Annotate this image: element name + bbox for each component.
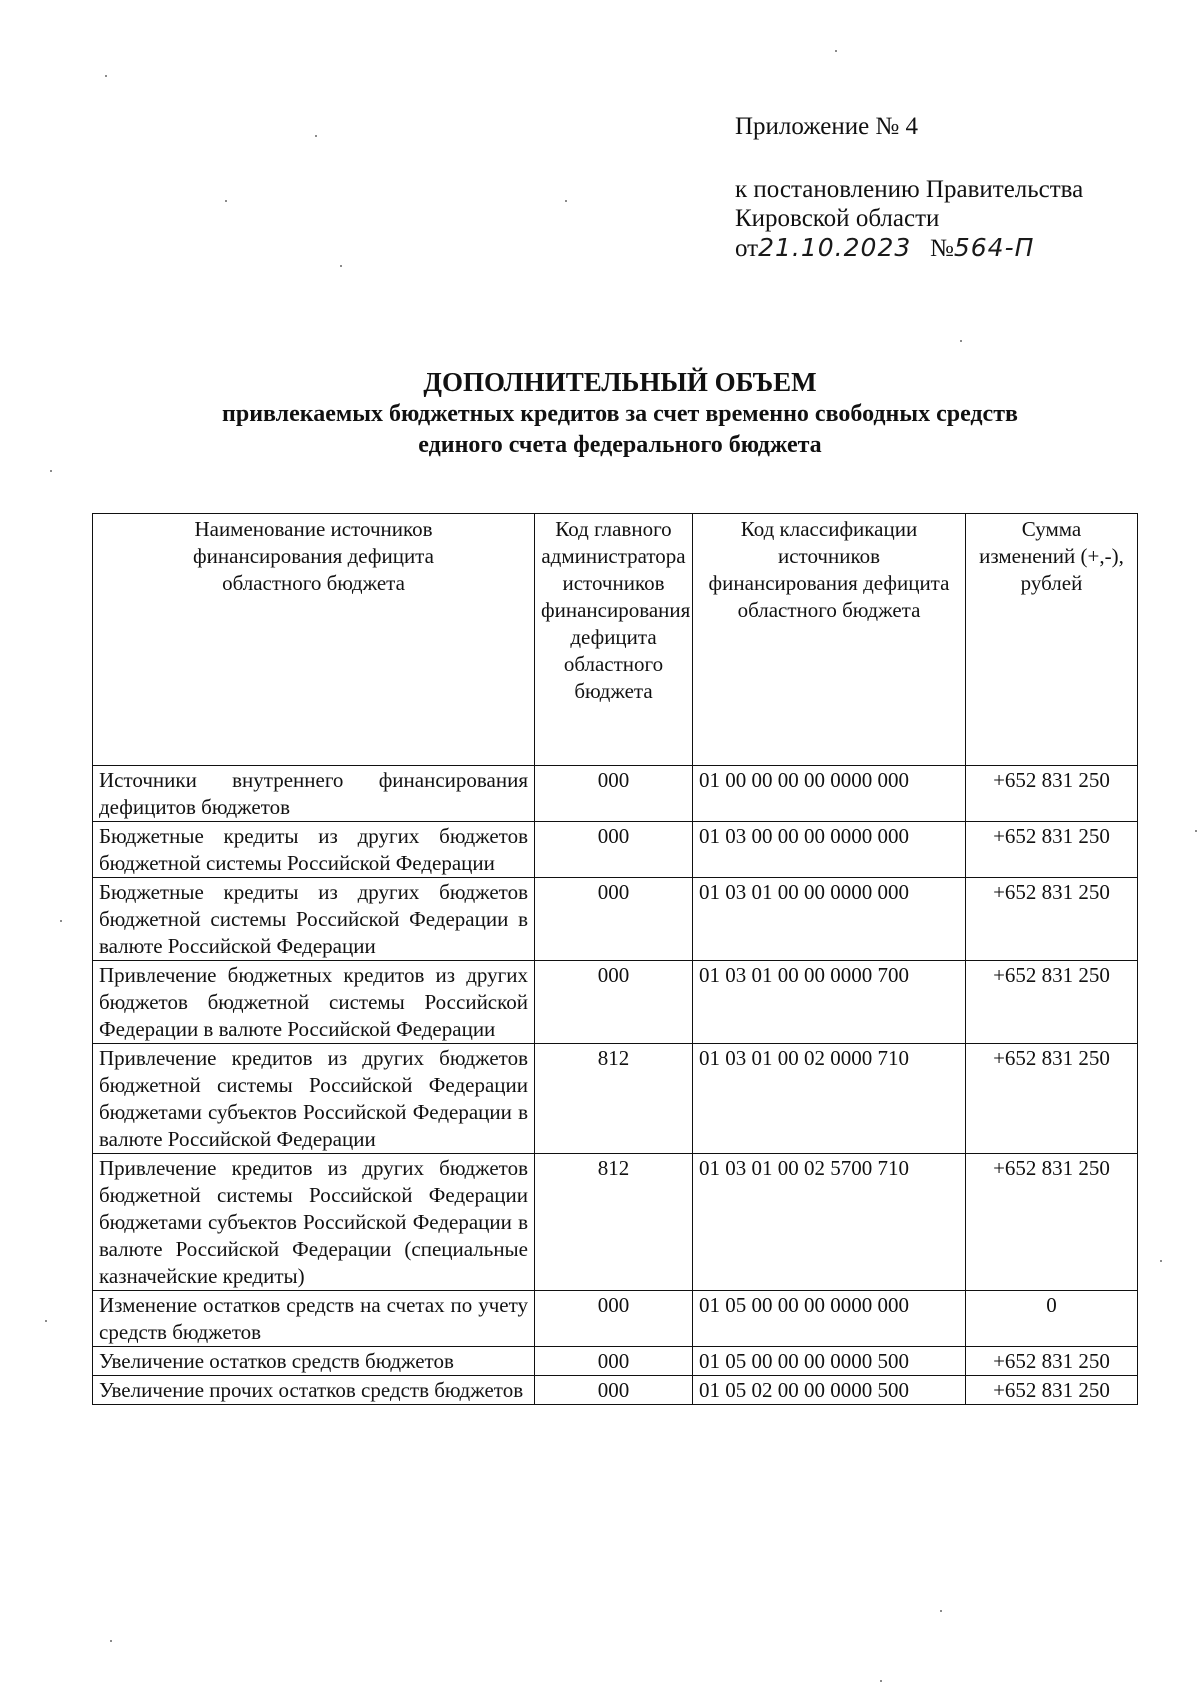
row-name: Увеличение прочих остатков средств бюджетов [93,1376,535,1405]
title-line-3: единого счета федерального бюджета [418,432,822,458]
row-name: Источники внутреннего финансирования дефицитов бюджетов [93,766,535,822]
header-admin-code: Код главного администратора источников финансирования дефицита областного бюджета [535,514,693,766]
date-prefix: от [735,235,759,262]
scan-speck [315,135,317,137]
row-name: Бюджетные кредиты из других бюджетов бюджетной системы Российской Федерации в валюте Российской Федерации [93,878,535,961]
header-source-name: Наименование источников финансирования дефицита областного бюджета [93,514,535,766]
table-row [93,822,1138,878]
row-sum: +652 831 250 [966,961,1138,1044]
document-title [100,366,1140,461]
number-prefix: № [930,235,954,262]
scan-speck [565,200,567,202]
row-name: Бюджетные кредиты из других бюджетов бюджетной системы Российской Федерации [93,822,535,878]
row-sum: +652 831 250 [966,878,1138,961]
row-name: Привлечение кредитов из других бюджетов бюджетной системы Российской Федерации бюджетами субъектов Российской Федерации в валюте Российской Федерации (специальные казначейские кредиты) [93,1154,535,1291]
row-classification-code: 01 05 00 00 00 0000 500 [693,1347,966,1376]
row-name: Увеличение остатков средств бюджетов [93,1347,535,1376]
table-row [93,1291,1138,1347]
scan-speck [225,200,227,202]
row-admin-code: 000 [535,1291,693,1347]
appendix-gap [735,141,1155,175]
row-admin-code: 000 [535,766,693,822]
table-row [93,1347,1138,1376]
row-sum: +652 831 250 [966,1347,1138,1376]
scan-speck [1195,830,1197,832]
scan-speck [60,920,62,922]
row-classification-code: 01 03 01 00 00 0000 000 [693,878,966,961]
row-admin-code: 000 [535,1347,693,1376]
row-classification-code: 01 03 01 00 02 5700 710 [693,1154,966,1291]
title-line-1: ДОПОЛНИТЕЛЬНЫЙ ОБЪЕМ [423,367,817,397]
handwritten-date: 21.10.2023 [758,233,912,262]
row-classification-code: 01 05 02 00 00 0000 500 [693,1376,966,1405]
row-classification-code: 01 00 00 00 00 0000 000 [693,766,966,822]
scan-speck [880,1680,882,1682]
scan-speck [50,470,52,472]
handwritten-number: 564-П [953,233,1035,262]
row-admin-code: 000 [535,822,693,878]
table-row [93,1154,1138,1291]
row-classification-code: 01 05 00 00 00 0000 000 [693,1291,966,1347]
scan-speck [1160,1260,1162,1262]
scan-speck [940,1610,942,1612]
row-sum: +652 831 250 [966,1376,1138,1405]
scan-speck [340,265,342,267]
header-sum: Сумма изменений (+,-), рублей [966,514,1138,766]
row-admin-code: 812 [535,1154,693,1291]
table-row [93,766,1138,822]
table-row [93,1044,1138,1154]
row-sum: +652 831 250 [966,1154,1138,1291]
row-name: Изменение остатков средств на счетах по учету средств бюджетов [93,1291,535,1347]
row-classification-code: 01 03 01 00 02 0000 710 [693,1044,966,1154]
table-row [93,1376,1138,1405]
scan-speck [45,1320,47,1322]
title-line-2: привлекаемых бюджетных кредитов за счет временно свободных средств [222,401,1018,427]
scan-speck [960,340,962,342]
table-row [93,878,1138,961]
decree-line-1: к постановлению Правительства [735,176,1084,203]
row-admin-code: 000 [535,878,693,961]
appendix-number: Приложение № 4 [735,113,919,140]
row-sum: +652 831 250 [966,1044,1138,1154]
decree-line-2: Кировской области [735,205,940,232]
table-header-row [93,514,1138,766]
appendix-block [735,112,1155,263]
row-admin-code: 000 [535,1376,693,1405]
row-classification-code: 01 03 01 00 00 0000 700 [693,961,966,1044]
table-row [93,961,1138,1044]
row-name: Привлечение бюджетных кредитов из других бюджетов бюджетной системы Российской Федерации в валюте Российской Федерации [93,961,535,1044]
row-sum: +652 831 250 [966,766,1138,822]
row-sum: +652 831 250 [966,822,1138,878]
row-sum: 0 [966,1291,1138,1347]
row-classification-code: 01 03 00 00 00 0000 000 [693,822,966,878]
row-admin-code: 812 [535,1044,693,1154]
scan-speck [105,75,107,77]
scan-speck [835,50,837,52]
scan-speck [110,1640,112,1642]
row-name: Привлечение кредитов из других бюджетов бюджетной системы Российской Федерации бюджетами субъектов Российской Федерации в валюте Российской Федерации [93,1044,535,1154]
header-classification-code: Код классификации источников финансирования дефицита областного бюджета [693,514,966,766]
row-admin-code: 000 [535,961,693,1044]
budget-table [92,513,1138,1405]
decree-date-line [735,233,1155,263]
